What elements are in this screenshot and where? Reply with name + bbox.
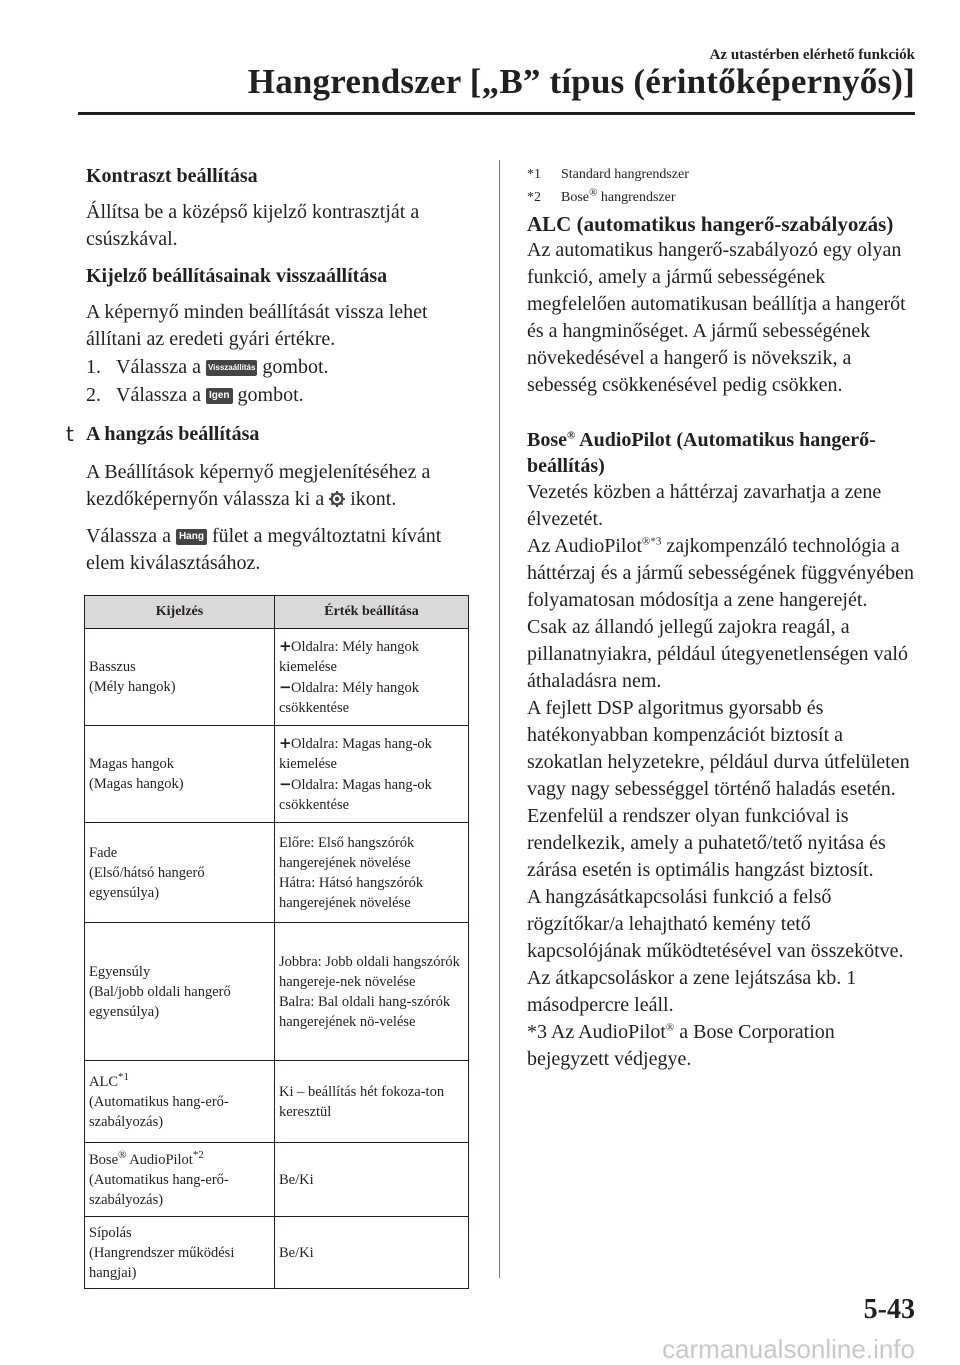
contrast-text: Állítsa be a középső kijelző kontrasztját a csúszkával. xyxy=(86,201,420,250)
left-column xyxy=(66,163,474,1289)
alc-heading: ALC (automatikus hangerő-szabályozás) xyxy=(527,212,894,236)
contrast-heading: Kontraszt beállítása xyxy=(86,165,258,187)
right-column xyxy=(527,163,915,1073)
bose-text-3: Csak az állandó jellegű zajokra reagál, a pillanatnyiakra, például útegyenetlenségen való áthaladásra nem. xyxy=(527,616,908,692)
column-divider xyxy=(499,160,500,1278)
plus-icon: + xyxy=(279,637,292,655)
table-row: ALC$^{*1}$ (Automatikus hang-erő-szabályozás) Ki – beállítás hét fokoza-ton keresztül xyxy=(85,1061,469,1143)
bose-text-1: Vezetés közben a háttérzaj zavarhatja a zene élvezetét. xyxy=(527,481,882,530)
table-header-value: Érték beállítása xyxy=(275,596,469,629)
footnote-2: *2 Bose® hangrendszer xyxy=(527,186,676,205)
step-1: 1. Válassza a Visszaállítás gombot. xyxy=(86,356,329,378)
table-row: Fade (Első/hátsó hangerő egyensúlya) Előre: Első hangszórók hangerejének növelése Hátra: Hátsó hangszórók hangerejének növelése xyxy=(85,823,469,923)
plus-icon: + xyxy=(279,734,292,752)
section-sound xyxy=(66,421,474,447)
yes-button[interactable]: Igen xyxy=(206,388,233,404)
sound-settings-table xyxy=(84,595,469,1289)
gear-icon[interactable] xyxy=(329,491,345,507)
bose-text-6: A hangzásátkapcsolási funkció a felső rögzítőkar/a lehajtható kemény tető kapcsolójának működtetésével van összekötve. Az átkapcsoláskor a zene lejátszása kb. 1 másodpercre leáll. xyxy=(527,886,904,1016)
footnote-1: *1 Standard hangrendszer xyxy=(527,167,689,182)
reset-heading: Kijelző beállításainak visszaállítása xyxy=(86,265,388,287)
alc-text: Az automatikus hangerő-szabályozó egy olyan funkció, amely a jármű sebességének megfelelően automatikusan beállítja a hangerőt és a hangminőséget. A jármű sebességének növekedésével a hangerő is növekszik, a sebesség csökkenésével pedig csökken. xyxy=(527,239,906,396)
trademark-note: *3 Az AudioPilot® a Bose Corporation bejegyzett védjegye. xyxy=(527,1021,835,1070)
bose-text-5: Ezenfelül a rendszer olyan funkcióval is rendelkezik, amely a puhatető/tető nyitása és zárása esetén is optimális hangzást biztosít. xyxy=(527,805,886,881)
bose-text-4: A fejlett DSP algoritmus gyorsabb és hatékonyabban kompenzációt biztosít a szokatlan helyzetekre, például durva útfelületen vagy nagy sebességgel történő haladás esetén. xyxy=(527,697,910,800)
reset-text: A képernyő minden beállítását vissza lehet állítani az eredeti gyári értékre. xyxy=(86,301,428,350)
bose-heading: Bose® AudioPilot (Automatikus hangerő-beállítás) xyxy=(527,429,876,477)
table-row: Basszus (Mély hangok) +Oldalra: Mély hangok kiemelése −Oldalra: Mély hangok csökkentése xyxy=(85,629,469,726)
sound-tab[interactable]: Hang xyxy=(176,529,207,545)
settings-text: A Beállítások képernyő megjelenítéséhez a kezdőképernyőn válassza ki a ikont. xyxy=(86,461,431,510)
page-number: 5-43 xyxy=(863,1294,915,1325)
watermark: carmanualsonline.info xyxy=(662,1334,915,1364)
header-rule xyxy=(78,112,915,115)
table-row: Sípolás (Hangrendszer működési hangjai) Be/Ki xyxy=(85,1217,469,1289)
section-marker: t xyxy=(66,422,74,446)
tab-text: Válassza a Hang fület a megváltoztatni kívánt elem kiválasztásához. xyxy=(86,525,442,574)
chapter-subtitle: Az utastérben elérhető funkciók xyxy=(709,47,915,63)
minus-icon: − xyxy=(279,678,292,696)
minus-icon: − xyxy=(279,775,292,793)
step-2: 2. Válassza a Igen gombot. xyxy=(86,384,304,406)
table-header-display: Kijelzés xyxy=(85,596,275,629)
page-title: Hangrendszer [„B” típus (érintőképernyős)] xyxy=(247,62,915,101)
table-row: Bose® AudioPilot$^{*2}$ (Automatikus hang-erő-szabályozás) Be/Ki xyxy=(85,1143,469,1217)
sound-heading: A hangzás beállítása xyxy=(86,423,260,445)
reset-button[interactable]: Visszaállítás xyxy=(206,360,257,376)
table-row: Magas hangok (Magas hangok) +Oldalra: Magas hang-ok kiemelése −Oldalra: Magas hang-ok csökkentése xyxy=(85,726,469,823)
table-row: Egyensúly (Bal/jobb oldali hangerő egyensúlya) Jobbra: Jobb oldali hangszórók hangereje-nek növelése Balra: Bal oldali hang-szórók hangerejének nö-velése xyxy=(85,923,469,1061)
bose-text-2: Az AudioPilot$^{®*3}$ zajkompenzáló technológia a háttérzaj és a jármű sebességének függvényében folyamatosan módosítja a zene hangerejét. xyxy=(527,535,915,611)
